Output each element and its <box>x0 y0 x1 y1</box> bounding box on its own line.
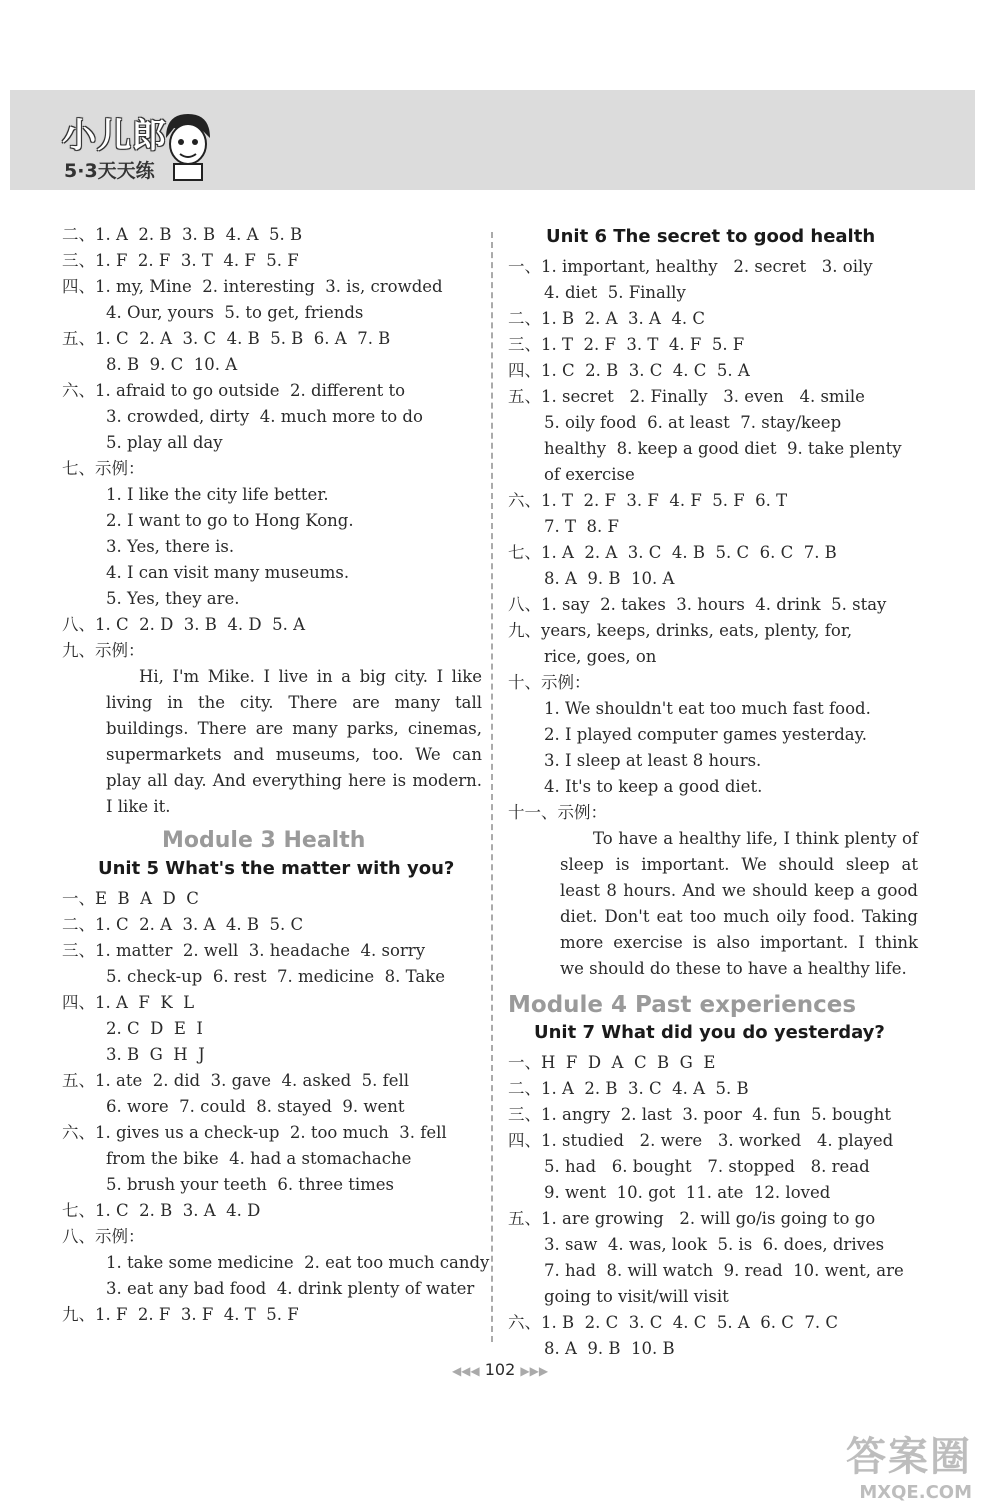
answer-line: 二、1. A 2. B 3. C 4. A 5. B <box>508 1079 749 1098</box>
answer-line: healthy 8. keep a good diet 9. take plenty <box>544 439 902 458</box>
unit-heading: Unit 5 What's the matter with you? <box>98 858 455 879</box>
answer-line: 三、1. T 2. F 3. T 4. F 5. F <box>508 335 745 354</box>
answer-line: 8. B 9. C 10. A <box>106 355 238 374</box>
answer-line: 二、1. C 2. A 3. A 4. B 5. C <box>62 915 304 934</box>
right-column <box>508 222 918 1362</box>
sample-paragraph: Hi, I'm Mike. I live in a big city. I like living in the city. There are many tall buildings. There are many parks, cinemas, supermarkets and museums, too. We can play all day. And everything here is modern. I like it. <box>106 667 482 816</box>
answer-line: 四、1. my, Mine 2. interesting 3. is, crowded <box>62 277 443 296</box>
answer-line: 3. Yes, there is. <box>106 537 235 556</box>
answer-line: 七、1. C 2. B 3. A 4. D <box>62 1201 261 1220</box>
answer-line: 4. I can visit many museums. <box>106 563 350 582</box>
answer-line: 3. eat any bad food 4. drink plenty of water <box>106 1279 475 1298</box>
answer-line: 一、H F D A C B G E <box>508 1053 716 1072</box>
answer-line: 2. C D E I <box>106 1019 203 1038</box>
answer-line: 五、1. ate 2. did 3. gave 4. asked 5. fell <box>62 1071 410 1090</box>
unit-heading: Unit 6 The secret to good health <box>546 226 876 247</box>
answer-line: 2. I played computer games yesterday. <box>544 725 867 744</box>
answer-line: 三、1. matter 2. well 3. headache 4. sorry <box>62 941 426 960</box>
answer-line: 8. A 9. B 10. B <box>544 1339 675 1358</box>
answer-line: 九、示例： <box>62 641 145 660</box>
answer-line: 3. crowded, dirty 4. much more to do <box>106 407 423 426</box>
answer-line: 3. saw 4. was, look 5. is 6. does, drives <box>544 1235 885 1254</box>
answer-line: 二、1. A 2. B 3. B 4. A 5. B <box>62 225 303 244</box>
left-arrows-icon: ◀◀◀ <box>451 1364 480 1378</box>
logo-subtitle: 5·3天天练 <box>64 160 155 182</box>
answer-line: 1. take some medicine 2. eat too much candy <box>106 1253 490 1272</box>
answer-line: 四、1. C 2. B 3. C 4. C 5. A <box>508 361 750 380</box>
answer-line: 4. It's to keep a good diet. <box>544 777 763 796</box>
answer-line: 7. had 8. will watch 9. read 10. went, are <box>544 1261 904 1280</box>
logo-title: 小儿郎 <box>62 116 167 156</box>
module-heading: Module 3 Health <box>162 828 366 853</box>
answer-line: 七、示例： <box>62 459 145 478</box>
answer-line: 5. oily food 6. at least 7. stay/keep <box>544 413 842 432</box>
answer-line: 一、E B A D C <box>62 889 199 908</box>
answer-line: of exercise <box>544 465 635 484</box>
answer-line: 六、1. gives us a check-up 2. too much 3. fell <box>62 1123 447 1142</box>
answer-line: rice, goes, on <box>544 647 657 666</box>
left-column <box>62 222 490 1328</box>
answer-line: 8. A 9. B 10. A <box>544 569 675 588</box>
answer-line: 六、1. B 2. C 3. C 4. C 5. A 6. C 7. C <box>508 1313 839 1332</box>
answer-line: 五、1. C 2. A 3. C 4. B 5. B 6. A 7. B <box>62 329 391 348</box>
answer-line: 3. B G H J <box>106 1045 205 1064</box>
module-heading: Module 4 Past experiences <box>508 992 857 1018</box>
answer-line: 三、1. F 2. F 3. T 4. F 5. F <box>62 251 299 270</box>
answer-line: 1. We shouldn't eat too much fast food. <box>544 699 871 718</box>
answer-line: 2. I want to go to Hong Kong. <box>106 511 354 530</box>
answer-line: 十一、示例： <box>508 803 607 822</box>
answer-line: 十、示例： <box>508 673 591 692</box>
answer-line: 八、1. C 2. D 3. B 4. D 5. A <box>62 615 306 634</box>
answer-line: 5. check-up 6. rest 7. medicine 8. Take <box>106 967 445 986</box>
page-number: 102 <box>484 1360 516 1379</box>
answer-line: 六、1. afraid to go outside 2. different to <box>62 381 406 400</box>
page-footer <box>0 1360 1000 1379</box>
answer-line: 九、1. F 2. F 3. F 4. T 5. F <box>62 1305 299 1324</box>
answer-line: going to visit/will visit <box>544 1287 729 1306</box>
answer-line: 二、1. B 2. A 3. A 4. C <box>508 309 706 328</box>
answer-line: 四、1. A F K L <box>62 993 195 1012</box>
watermark <box>846 1425 972 1503</box>
answer-line: 9. went 10. got 11. ate 12. loved <box>544 1183 831 1202</box>
answer-line: 1. I like the city life better. <box>106 485 329 504</box>
answer-line: 八、示例： <box>62 1227 145 1246</box>
mascot-icon <box>160 110 216 182</box>
answer-line: 三、1. angry 2. last 3. poor 4. fun 5. bought <box>508 1105 891 1124</box>
answer-line: 3. I sleep at least 8 hours. <box>544 751 762 770</box>
watermark-url: MXQE.COM <box>859 1482 972 1503</box>
column-divider <box>491 232 493 1342</box>
answer-line: 一、1. important, healthy 2. secret 3. oily <box>508 257 873 276</box>
answer-line: 5. Yes, they are. <box>106 589 240 608</box>
answer-line: 5. had 6. bought 7. stopped 8. read <box>544 1157 870 1176</box>
answer-line: 6. wore 7. could 8. stayed 9. went <box>106 1097 405 1116</box>
answer-line: 四、1. studied 2. were 3. worked 4. played <box>508 1131 894 1150</box>
answer-line: 八、1. say 2. takes 3. hours 4. drink 5. stay <box>508 595 887 614</box>
answer-line: 五、1. are growing 2. will go/is going to go <box>508 1209 876 1228</box>
answer-line: 七、1. A 2. A 3. C 4. B 5. C 6. C 7. B <box>508 543 837 562</box>
right-arrows-icon: ▶▶▶ <box>520 1364 549 1378</box>
watermark-logo: 答案圈 <box>846 1434 972 1480</box>
answer-line: 五、1. secret 2. Finally 3. even 4. smile <box>508 387 865 406</box>
answer-line: 5. brush your teeth 6. three times <box>106 1175 395 1194</box>
sample-paragraph: To have a healthy life, I think plenty of sleep is important. We should sleep at least 8 hours. And we should keep a good diet. Don't eat too much oily food. Taking more exercise is also important. I think we should do these to have a healthy life. <box>560 829 918 978</box>
answer-line: 九、years, keeps, drinks, eats, plenty, for, <box>508 621 853 640</box>
unit-heading: Unit 7 What did you do yesterday? <box>534 1022 885 1043</box>
answer-line: 4. diet 5. Finally <box>544 283 686 302</box>
answer-line: 5. play all day <box>106 433 223 452</box>
answer-line: from the bike 4. had a stomachache <box>106 1149 412 1168</box>
answer-line: 六、1. T 2. F 3. F 4. F 5. F 6. T <box>508 491 788 510</box>
answer-line: 4. Our, yours 5. to get, friends <box>106 303 364 322</box>
answer-line: 7. T 8. F <box>544 517 619 536</box>
